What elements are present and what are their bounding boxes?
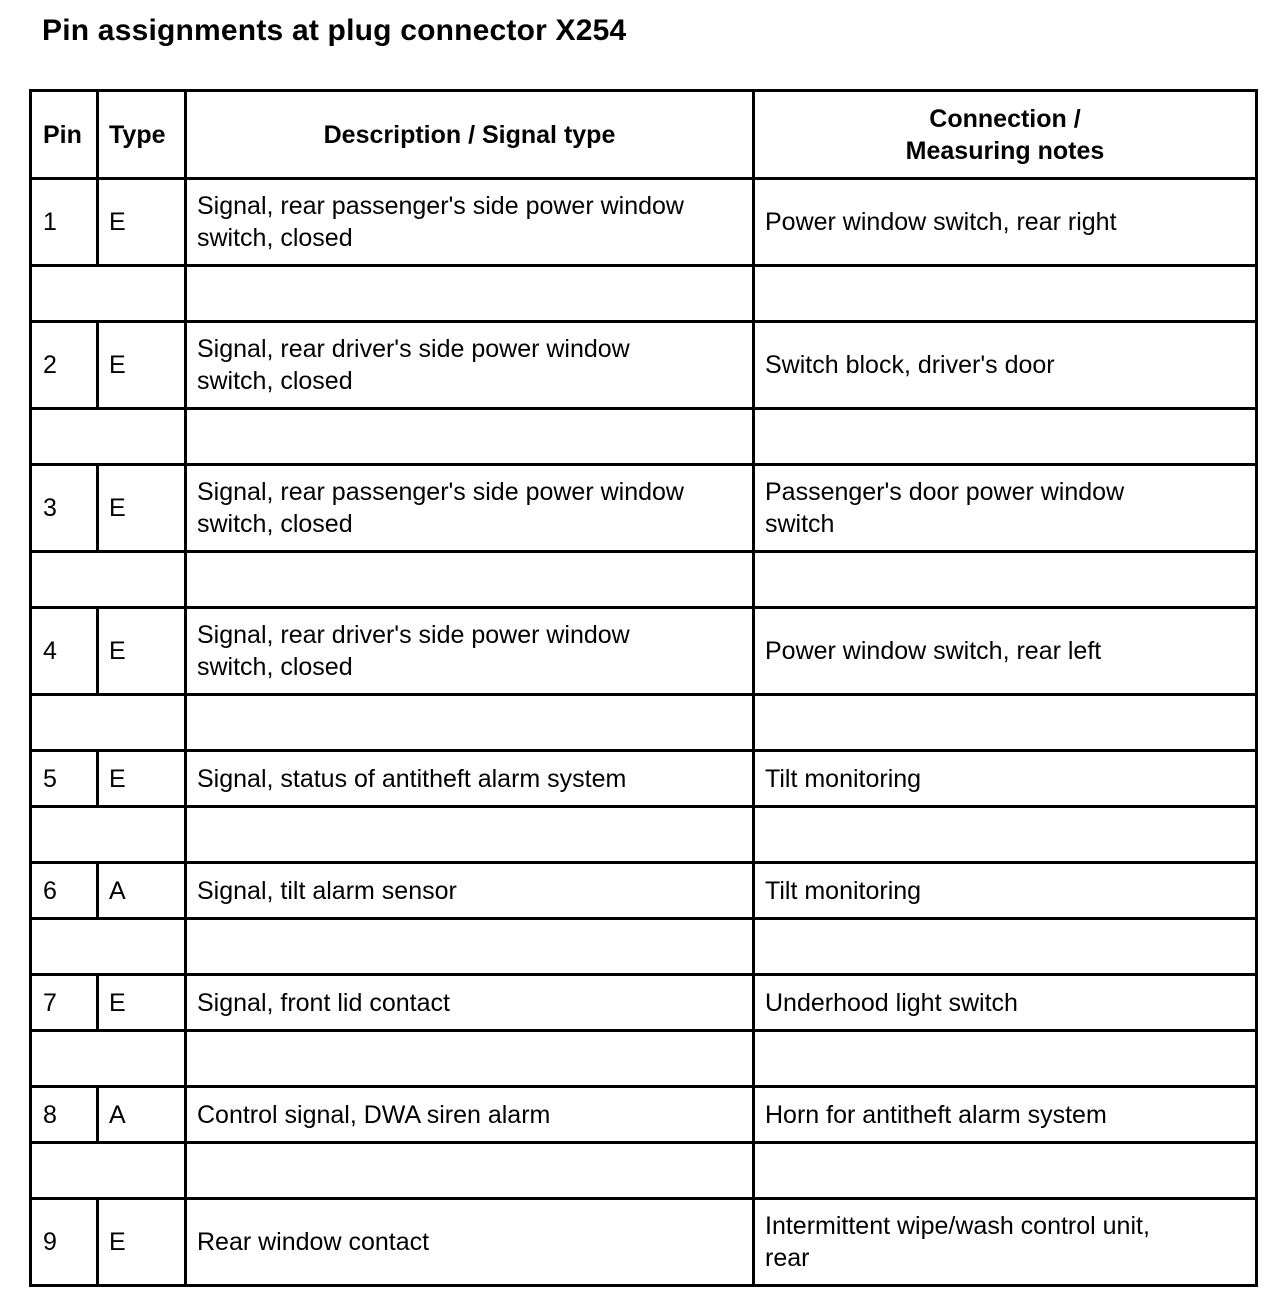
spacer-cell [754, 807, 1257, 863]
spacer-row [31, 919, 1257, 975]
type-cell: E [98, 751, 186, 807]
header-type: Type [98, 91, 186, 179]
table-row [31, 1087, 1257, 1143]
connection-cell [754, 179, 1257, 266]
spacer-cell [31, 1143, 186, 1199]
type-cell: A [98, 1087, 186, 1143]
spacer-cell [754, 409, 1257, 465]
description-cell: Signal, status of antitheft alarm system [186, 751, 754, 807]
pin-cell: 5 [31, 751, 98, 807]
description-line: Signal, rear driver's side power window [197, 621, 630, 649]
spacer-cell [31, 695, 186, 751]
pin-cell: 6 [31, 863, 98, 919]
type-cell: E [98, 608, 186, 695]
description-cell [186, 322, 754, 409]
connection-line: Intermittent wipe/wash control unit, [765, 1212, 1150, 1240]
page-title: Pin assignments at plug connector X254 [42, 14, 627, 47]
description-cell [186, 179, 754, 266]
table-row [31, 975, 1257, 1031]
header-description: Description / Signal type [186, 91, 754, 179]
table-row [31, 751, 1257, 807]
type-cell: A [98, 863, 186, 919]
spacer-cell [31, 1031, 186, 1087]
spacer-row [31, 266, 1257, 322]
description-cell: Signal, tilt alarm sensor [186, 863, 754, 919]
pin-cell: 9 [31, 1199, 98, 1286]
connection-line: Power window switch, rear left [765, 637, 1102, 665]
table-row [31, 1199, 1257, 1286]
spacer-cell [186, 1031, 754, 1087]
type-cell: E [98, 1199, 186, 1286]
description-cell [186, 465, 754, 552]
spacer-cell [186, 1143, 754, 1199]
spacer-cell [754, 552, 1257, 608]
spacer-row [31, 409, 1257, 465]
description-line: Signal, rear driver's side power window [197, 335, 630, 363]
spacer-cell [754, 695, 1257, 751]
table-row [31, 322, 1257, 409]
spacer-row [31, 552, 1257, 608]
table-row [31, 608, 1257, 695]
connection-cell [754, 465, 1257, 552]
header-pin: Pin [31, 91, 98, 179]
description-line: Signal, rear passenger's side power window [197, 192, 684, 220]
spacer-cell [186, 695, 754, 751]
spacer-cell [186, 919, 754, 975]
connection-line: Passenger's door power window [765, 478, 1125, 506]
description-line: switch, closed [197, 367, 353, 395]
description-cell [186, 608, 754, 695]
connection-line: Power window switch, rear right [765, 208, 1117, 236]
spacer-cell [754, 266, 1257, 322]
connection-line: rear [765, 1244, 810, 1272]
spacer-row [31, 1031, 1257, 1087]
header-connection-line2: Measuring notes [905, 136, 1105, 165]
connection-cell: Horn for antitheft alarm system [754, 1087, 1257, 1143]
connection-cell [754, 608, 1257, 695]
spacer-cell [31, 807, 186, 863]
pin-assignment-table [29, 89, 1258, 1287]
spacer-cell [754, 919, 1257, 975]
spacer-cell [31, 552, 186, 608]
connection-line: Switch block, driver's door [765, 351, 1055, 379]
description-cell: Signal, front lid contact [186, 975, 754, 1031]
pin-cell: 2 [31, 322, 98, 409]
header-connection [754, 91, 1257, 179]
connection-cell: Tilt monitoring [754, 751, 1257, 807]
type-cell: E [98, 179, 186, 266]
type-cell: E [98, 465, 186, 552]
pin-cell: 4 [31, 608, 98, 695]
table-row [31, 179, 1257, 266]
spacer-cell [186, 807, 754, 863]
table-header-row [31, 91, 1257, 179]
type-cell: E [98, 975, 186, 1031]
connection-cell: Tilt monitoring [754, 863, 1257, 919]
pin-cell: 1 [31, 179, 98, 266]
table-row [31, 465, 1257, 552]
pin-cell: 8 [31, 1087, 98, 1143]
type-cell: E [98, 322, 186, 409]
description-line: switch, closed [197, 224, 353, 252]
spacer-row [31, 1143, 1257, 1199]
spacer-cell [186, 552, 754, 608]
spacer-row [31, 695, 1257, 751]
header-connection-line1: Connection / [929, 104, 1081, 133]
description-line: Signal, rear passenger's side power window [197, 478, 684, 506]
table-row [31, 863, 1257, 919]
spacer-cell [31, 409, 186, 465]
spacer-cell [754, 1031, 1257, 1087]
spacer-cell [31, 266, 186, 322]
spacer-cell [754, 1143, 1257, 1199]
spacer-cell [186, 409, 754, 465]
connection-cell: Underhood light switch [754, 975, 1257, 1031]
connection-line: switch [765, 510, 835, 538]
pin-cell: 3 [31, 465, 98, 552]
description-cell: Control signal, DWA siren alarm [186, 1087, 754, 1143]
description-line: switch, closed [197, 510, 353, 538]
description-line: switch, closed [197, 653, 353, 681]
connection-cell [754, 322, 1257, 409]
description-cell: Rear window contact [186, 1199, 754, 1286]
connection-cell [754, 1199, 1257, 1286]
spacer-cell [31, 919, 186, 975]
spacer-cell [186, 266, 754, 322]
spacer-row [31, 807, 1257, 863]
pin-cell: 7 [31, 975, 98, 1031]
